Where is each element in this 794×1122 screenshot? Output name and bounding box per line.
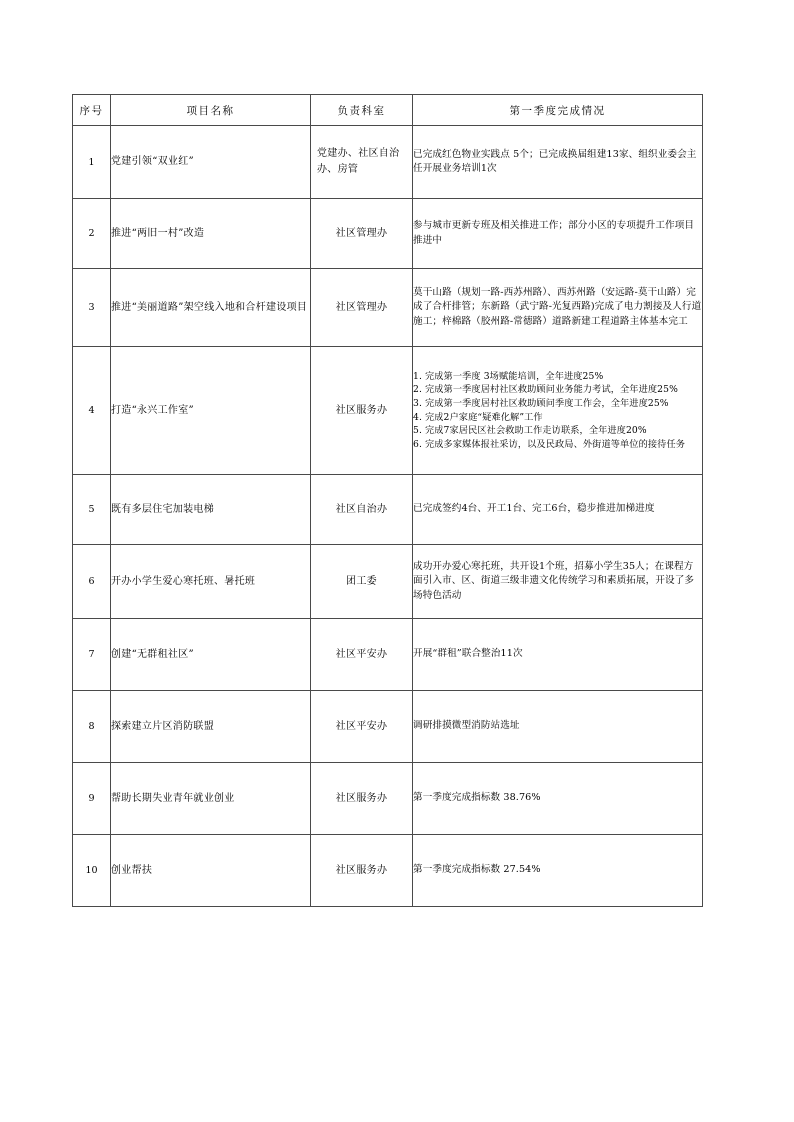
column-header-index: 序号 bbox=[73, 95, 111, 126]
row-department: 社区服务办 bbox=[311, 835, 413, 907]
row-status: 莫干山路（规划一路-西苏州路）、西苏州路（安远路-莫干山路）完成了合杆排管；东新路（武宁路-光复西路)完成了电力割接及人行道施工；梓棉路（胶州路-常德路）道路新建工程道路主体基本完工 bbox=[413, 269, 703, 347]
row-index: 9 bbox=[73, 763, 111, 835]
table-row bbox=[73, 269, 703, 347]
row-project-name: 打造“永兴工作室” bbox=[111, 347, 311, 475]
row-status: 开展“群租”联合整治11次 bbox=[413, 619, 703, 691]
row-project-name: 探索建立片区消防联盟 bbox=[111, 691, 311, 763]
row-status: 成功开办爱心寒托班，共开设1个班，招募小学生35人；在课程方面引入市、区、街道三级非遗文化传统学习和素质拓展，开设了多场特色活动 bbox=[413, 545, 703, 619]
table-row bbox=[73, 126, 703, 199]
table-body bbox=[73, 126, 703, 907]
row-project-name: 开办小学生爱心寒托班、暑托班 bbox=[111, 545, 311, 619]
row-index: 3 bbox=[73, 269, 111, 347]
report-table-container bbox=[72, 94, 702, 907]
quarterly-progress-table bbox=[72, 94, 703, 907]
table-row bbox=[73, 835, 703, 907]
row-project-name: 创业帮扶 bbox=[111, 835, 311, 907]
row-project-name: 既有多层住宅加装电梯 bbox=[111, 475, 311, 545]
row-index: 5 bbox=[73, 475, 111, 545]
row-department: 社区管理办 bbox=[311, 269, 413, 347]
row-department: 社区管理办 bbox=[311, 199, 413, 269]
row-index: 1 bbox=[73, 126, 111, 199]
row-status: 已完成签约4台、开工1台、完工6台，稳步推进加梯进度 bbox=[413, 475, 703, 545]
table-header-row bbox=[73, 95, 703, 126]
row-index: 2 bbox=[73, 199, 111, 269]
row-status: 调研排摸微型消防站选址 bbox=[413, 691, 703, 763]
table-row bbox=[73, 619, 703, 691]
row-department: 社区自治办 bbox=[311, 475, 413, 545]
row-project-name: 推进“两旧一村”改造 bbox=[111, 199, 311, 269]
table-row bbox=[73, 347, 703, 475]
table-row bbox=[73, 691, 703, 763]
row-index: 8 bbox=[73, 691, 111, 763]
table-row bbox=[73, 475, 703, 545]
column-header-department: 负责科室 bbox=[311, 95, 413, 126]
row-status: 第一季度完成指标数 27.54% bbox=[413, 835, 703, 907]
column-header-project: 项目名称 bbox=[111, 95, 311, 126]
row-department: 党建办、社区自治办、房管 bbox=[311, 126, 413, 199]
row-department: 社区平安办 bbox=[311, 619, 413, 691]
row-project-name: 帮助长期失业青年就业创业 bbox=[111, 763, 311, 835]
table-row bbox=[73, 763, 703, 835]
row-department: 团工委 bbox=[311, 545, 413, 619]
row-department: 社区服务办 bbox=[311, 347, 413, 475]
row-project-name: 推进“美丽道路”架空线入地和合杆建设项目 bbox=[111, 269, 311, 347]
row-status: 参与城市更新专班及相关推进工作；部分小区的专项提升工作项目推进中 bbox=[413, 199, 703, 269]
column-header-status: 第一季度完成情况 bbox=[413, 95, 703, 126]
row-department: 社区服务办 bbox=[311, 763, 413, 835]
row-index: 4 bbox=[73, 347, 111, 475]
row-department: 社区平安办 bbox=[311, 691, 413, 763]
table-row bbox=[73, 199, 703, 269]
row-status: 第一季度完成指标数 38.76% bbox=[413, 763, 703, 835]
row-project-name: 党建引领“双业红” bbox=[111, 126, 311, 199]
row-index: 7 bbox=[73, 619, 111, 691]
row-status: 1. 完成第一季度 3场赋能培训，全年进度25% 2. 完成第一季度居村社区救助顾问业务能力考试，全年进度25% 3. 完成第一季度居村社区救助顾问季度工作会，全年进度25% 4. 完成2户家庭“疑难化解”工作 5. 完成7家居民区社会救助工作走访联系，全年进度20% 6. 完成多家媒体报社采访，以及民政局、外街道等单位的接待任务 bbox=[413, 347, 703, 475]
row-index: 10 bbox=[73, 835, 111, 907]
row-index: 6 bbox=[73, 545, 111, 619]
row-status: 已完成红色物业实践点 5个；已完成换届组建13家、组织业委会主任开展业务培训1次 bbox=[413, 126, 703, 199]
table-row bbox=[73, 545, 703, 619]
row-project-name: 创建“无群租社区” bbox=[111, 619, 311, 691]
table-header bbox=[73, 95, 703, 126]
